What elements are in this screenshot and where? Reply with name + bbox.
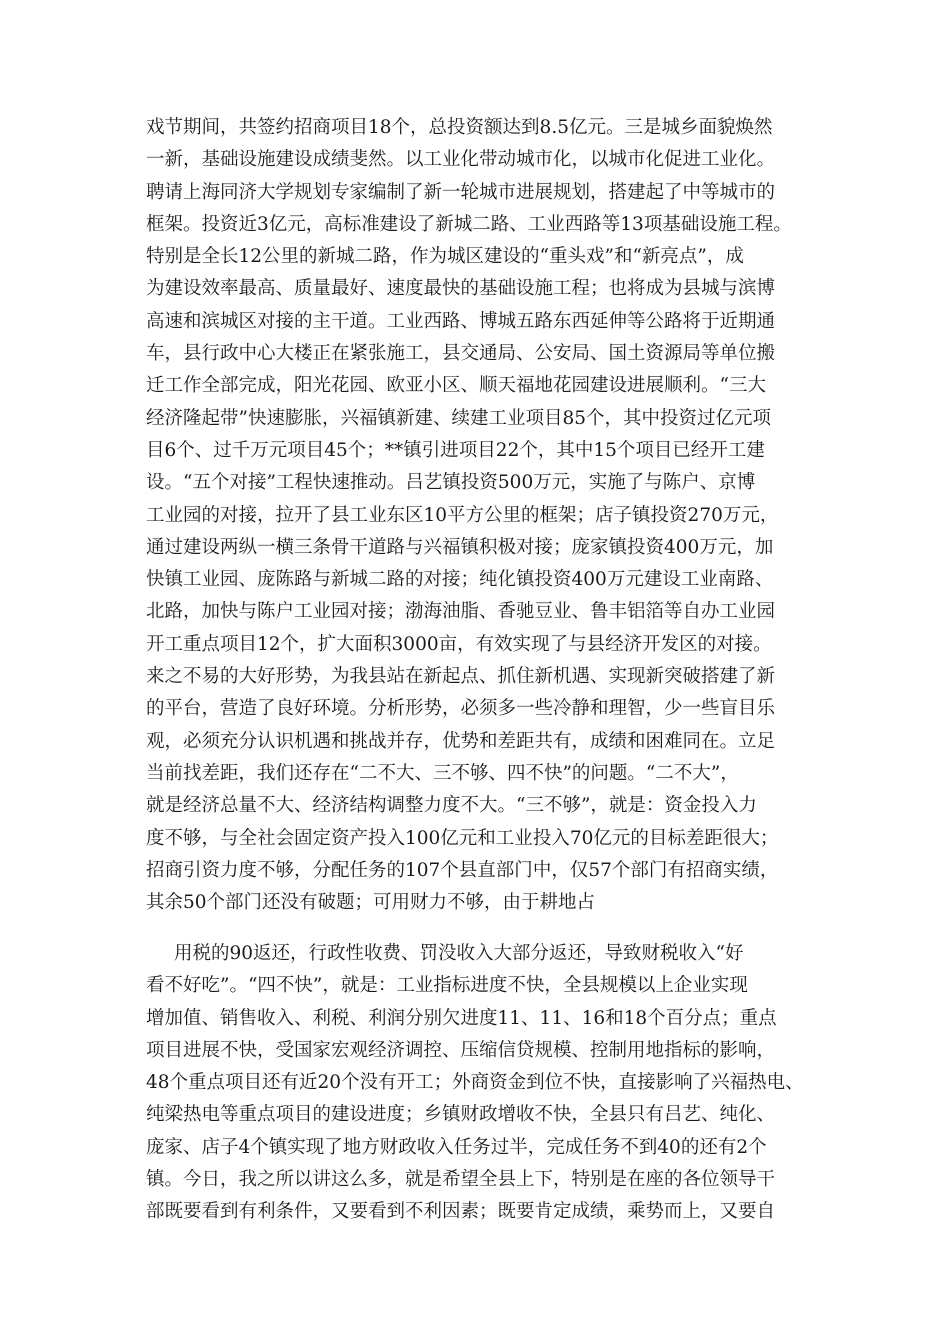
text-line: 就是经济总量不大、经济结构调整力度不大。“三不够”，就是：资金投入力 [146, 795, 757, 817]
text-line: 戏节期间，共签约招商项目18个，总投资额达到8.5亿元。三是城乡面貌焕然 [146, 117, 773, 138]
text-line: 框架。投资近3亿元，高标准建设了新城二路、工业西路等13项基础设施工程。 [146, 213, 792, 235]
text-line: 部既要看到有利条件，又要看到不利因素；既要肯定成绩，乘势而上，又要自 [146, 1201, 776, 1223]
text-line: 的平台，营造了良好环境。分析形势，必须多一些冷静和理智，少一些盲目乐 [146, 698, 776, 720]
text-line: 庞家、店子4个镇实现了地方财政收入任务过半，完成任务不到40的还有2个 [146, 1136, 767, 1158]
text-line: 项目进展不快，受国家宏观经济调控、压缩信贷规模、控制用地指标的影响， [146, 1039, 776, 1061]
text-line: 48个重点项目还有近20个没有开工；外商资金到位不快，直接影响了兴福热电、 [146, 1072, 804, 1094]
text-line: 通过建设两纵一横三条骨干道路与兴福镇积极对接；庞家镇投资400万元，加 [146, 536, 774, 558]
text-line: 设。“五个对接”工程快速推动。吕艺镇投资500万元，实施了与陈户、京博 [146, 472, 756, 494]
text-line: 当前找差距，我们还存在“二不大、三不够、四不快”的问题。“二不大”， [146, 762, 739, 784]
text-line: 镇。今日，我之所以讲这么多，就是希望全县上下，特别是在座的各位领导干 [146, 1169, 776, 1191]
body-paragraph [146, 112, 814, 919]
text-line: 为建设效率最高、质量最好、速度最快的基础设施工程；也将成为县城与滨博 [146, 278, 776, 300]
text-line: 迁工作全部完成，阳光花园、欧亚小区、顺天福地花园建设进展顺利。“三大 [146, 375, 766, 397]
text-line: 北路，加快与陈户工业园对接；渤海油脂、香驰豆业、鲁丰铝箔等自办工业园 [146, 601, 776, 623]
text-line: 看不好吃”。“四不快”，就是：工业指标进度不快，全县规模以上企业实现 [146, 975, 748, 997]
text-line: 其余50个部门还没有破题；可用财力不够，由于耕地占 [146, 892, 596, 914]
body-paragraph [146, 938, 814, 1229]
text-line: 车，县行政中心大楼正在紧张施工，县交通局、公安局、国土资源局等单位搬 [146, 343, 776, 365]
text-line: 度不够，与全社会固定资产投入100亿元和工业投入70亿元的目标差距很大； [146, 827, 779, 849]
text-line: 开工重点项目12个，扩大面积3000亩，有效实现了与县经济开发区的对接。 [146, 633, 772, 655]
text-line: 目6个、过千万元项目45个；**镇引进项目22个，其中15个项目已经开工建 [146, 439, 765, 461]
text-line: 来之不易的大好形势，为我县站在新起点、抓住新机遇、实现新突破搭建了新 [146, 666, 776, 688]
text-line: 一新，基础设施建设成绩斐然。以工业化带动城市化，以城市化促进工业化。 [146, 149, 776, 171]
text-line: 用税的90返还，行政性收费、罚没收入大部分返还，导致财税收入“好 [174, 943, 744, 964]
text-line: 聘请上海同济大学规划专家编制了新一轮城市进展规划，搭建起了中等城市的 [146, 181, 776, 203]
text-line: 观，必须充分认识机遇和挑战并存，优势和差距共有，成绩和困难同在。立足 [146, 730, 776, 752]
text-line: 增加值、销售收入、利税、利润分别欠进度11、11、16和18个百分点；重点 [146, 1007, 777, 1029]
text-line: 经济隆起带”快速膨胀，兴福镇新建、续建工业项目85个，其中投资过亿元项 [146, 407, 772, 429]
text-line: 纯梁热电等重点项目的建设进度；乡镇财政增收不快，全县只有吕艺、纯化、 [146, 1104, 776, 1126]
text-line: 特别是全长12公里的新城二路，作为城区建设的“重头戏”和“新亮点”，成 [146, 246, 744, 268]
text-line: 工业园的对接，拉开了县工业东区10平方公里的框架；店子镇投资270万元， [146, 504, 779, 526]
text-line: 快镇工业园、庞陈路与新城二路的对接；纯化镇投资400万元建设工业南路、 [146, 569, 774, 591]
text-line: 高速和滨城区对接的主干道。工业西路、博城五路东西延伸等公路将于近期通 [146, 310, 776, 332]
text-line: 招商引资力度不够，分配任务的107个县直部门中，仅57个部门有招商实绩， [146, 859, 779, 881]
